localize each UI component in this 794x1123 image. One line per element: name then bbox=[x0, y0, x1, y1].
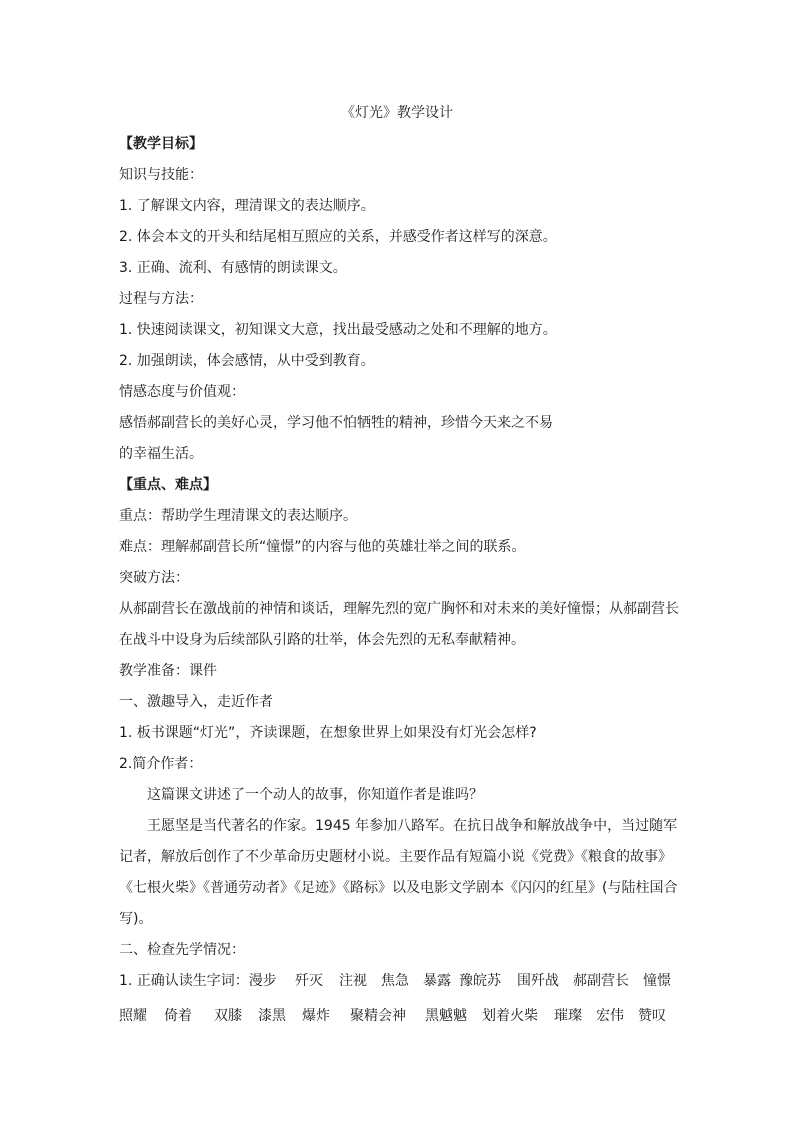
vocab-word: 宏伟 bbox=[596, 1008, 624, 1024]
vocab-word: 憧憬 bbox=[643, 973, 671, 989]
section2-heading: 二、检查先学情况： bbox=[119, 942, 245, 958]
knowledge-item: 2. 体会本文的开头和结尾相互照应的关系，并感受作者这样写的深意。 bbox=[119, 229, 557, 245]
section1-item: 2.简介作者： bbox=[119, 756, 203, 772]
vocab-word: 赞叹 bbox=[638, 1008, 666, 1024]
vocab-word: 照耀 bbox=[119, 1008, 147, 1024]
vocab-word: 郝副营长 bbox=[573, 973, 629, 989]
author-line: 写)。 bbox=[119, 911, 153, 927]
section1-heading: 一、激趣导入，走近作者 bbox=[119, 694, 273, 710]
difficult-point: 难点：理解郝副营长所“憧憬”的内容与他的英雄壮举之间的联系。 bbox=[119, 539, 526, 555]
teaching-prep: 教学准备：课件 bbox=[119, 663, 217, 679]
vocab-row bbox=[119, 1006, 689, 1026]
vocab-word: 聚精会神 bbox=[350, 1008, 406, 1024]
vocab-word: 歼灭 bbox=[295, 973, 323, 989]
vocab-word: 1. 正确认读生字词：漫步 bbox=[119, 973, 277, 989]
vocab-row bbox=[119, 971, 689, 991]
section1-item: 1. 板书课题“灯光”，齐读课题，在想象世界上如果没有灯光会怎样? bbox=[119, 725, 537, 741]
method-heading: 突破方法： bbox=[119, 570, 189, 586]
vocab-word: 黑魆魆 bbox=[425, 1008, 467, 1024]
emotion-line: 的幸福生活。 bbox=[119, 446, 203, 462]
vocab-word: 暴露 bbox=[423, 973, 451, 989]
process-item: 1. 快速阅读课文，初知课文大意，找出最受感动之处和不理解的地方。 bbox=[119, 322, 557, 338]
vocab-word: 围歼战 bbox=[517, 973, 559, 989]
method-line: 在战斗中设身为后续部队引路的壮举，体会先烈的无私奉献精神。 bbox=[119, 632, 525, 648]
process-item: 2. 加强朗读，体会感情，从中受到教育。 bbox=[119, 353, 375, 369]
emotion-line: 感悟郝副营长的美好心灵，学习他不怕牺牲的精神，珍惜今天来之不易 bbox=[119, 415, 553, 431]
vocab-word: 璀璨 bbox=[554, 1008, 582, 1024]
author-question: 这篇课文讲述了一个动人的故事，你知道作者是谁吗？ bbox=[147, 787, 483, 803]
knowledge-heading: 知识与技能： bbox=[119, 167, 203, 183]
knowledge-item: 1. 了解课文内容，理清课文的表达顺序。 bbox=[119, 198, 375, 214]
author-line: 《七根火柴》《普通劳动者》《足迹》《路标》以及电影文学剧本《闪闪的红星》(与陆柱国合 bbox=[119, 880, 678, 896]
goals-heading: 【教学目标】 bbox=[119, 136, 203, 152]
vocab-word: 焦急 bbox=[381, 973, 409, 989]
vocab-word: 漆黑 bbox=[258, 1008, 286, 1024]
vocab-word: 豫皖苏 bbox=[459, 973, 501, 989]
key-point: 重点：帮助学生理清课文的表达顺序。 bbox=[119, 508, 357, 524]
page-title: 《灯光》教学设计 bbox=[341, 105, 453, 121]
vocab-word: 注视 bbox=[339, 973, 367, 989]
vocab-word: 倚着 bbox=[164, 1008, 192, 1024]
emotion-heading: 情感态度与价值观： bbox=[119, 384, 245, 400]
vocab-word: 双膝 bbox=[214, 1008, 242, 1024]
knowledge-item: 3. 正确、流利、有感情的朗读课文。 bbox=[119, 260, 347, 276]
method-line: 从郝副营长在激战前的神情和谈话，理解先烈的宽广胸怀和对未来的美好憧憬；从郝副营长 bbox=[119, 601, 679, 617]
process-heading: 过程与方法： bbox=[119, 291, 203, 307]
vocab-word: 爆炸 bbox=[302, 1008, 330, 1024]
vocab-word: 划着火柴 bbox=[482, 1008, 538, 1024]
author-line: 王愿坚是当代著名的作家。1945 年参加八路军。在抗日战争和解放战争中，当过随军 bbox=[147, 818, 678, 834]
author-line: 记者，解放后创作了不少革命历史题材小说。主要作品有短篇小说《党费》《粮食的故事》 bbox=[119, 849, 672, 865]
key-heading: 【重点、难点】 bbox=[119, 477, 217, 493]
